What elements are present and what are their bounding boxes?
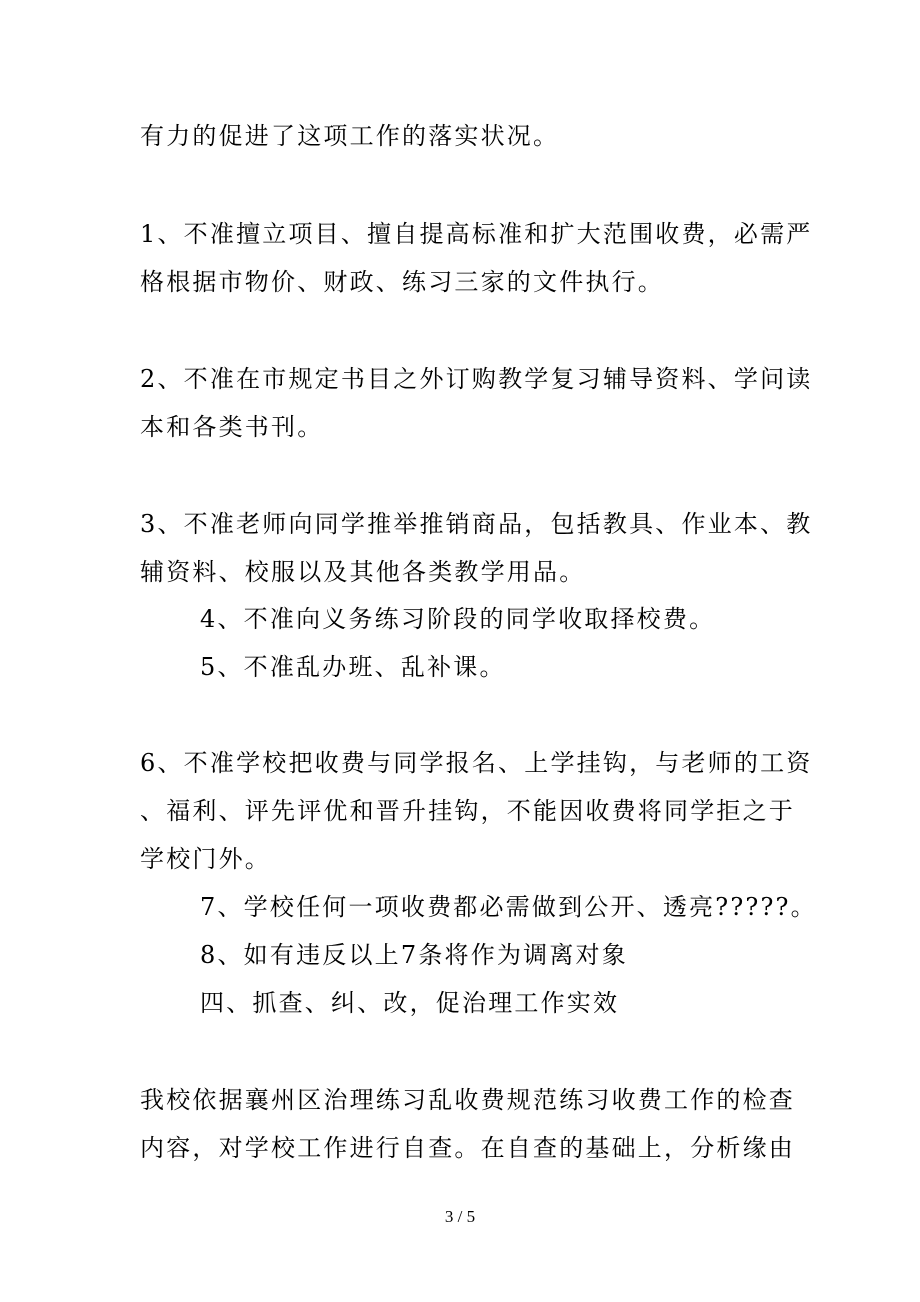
section-heading: 四、抓查、纠、改，促治理工作实效 (200, 989, 620, 1017)
rule-6-line-2: 、福利、评先评优和晋升挂钩，不能因收费将同学拒之于 (140, 797, 795, 825)
rule-3-line-1: 3、不准老师向同学推举推销商品，包括教具、作业本、教 (140, 510, 813, 538)
rule-6-line-3: 学校门外。 (140, 845, 271, 873)
rule-7-line: 7、学校任何一项收费都必需做到公开、透亮?????。 (200, 893, 817, 921)
paragraph-line: 有力的促进了这项工作的落实状况。 (140, 122, 560, 150)
rule-8-line: 8、如有违反以上7条将作为调离对象 (200, 941, 628, 969)
paragraph-line: 我校依据襄州区治理练习乱收费规范练习收费工作的检查 (140, 1086, 795, 1114)
rule-2-line-2: 本和各类书刊。 (140, 413, 324, 441)
rule-1-line-1: 1、不准擅立项目、擅自提高标准和扩大范围收费，必需严 (140, 220, 813, 248)
rule-1-line-2: 格根据市物价、财政、练习三家的文件执行。 (140, 268, 664, 296)
rule-6-line-1: 6、不准学校把收费与同学报名、上学挂钩，与老师的工资 (140, 749, 813, 777)
rule-5-line: 5、不准乱办班、乱补课。 (200, 653, 506, 681)
paragraph-line: 内容，对学校工作进行自查。在自查的基础上，分析缘由 (140, 1134, 795, 1162)
page-number: 3 / 5 (444, 1207, 476, 1226)
rule-3-line-2: 辅资料、校服以及其他各类教学用品。 (140, 558, 586, 586)
rule-2-line-1: 2、不准在市规定书目之外订购教学复习辅导资料、学问读 (140, 365, 813, 393)
rule-4-line: 4、不准向义务练习阶段的同学收取择校费。 (200, 605, 716, 633)
